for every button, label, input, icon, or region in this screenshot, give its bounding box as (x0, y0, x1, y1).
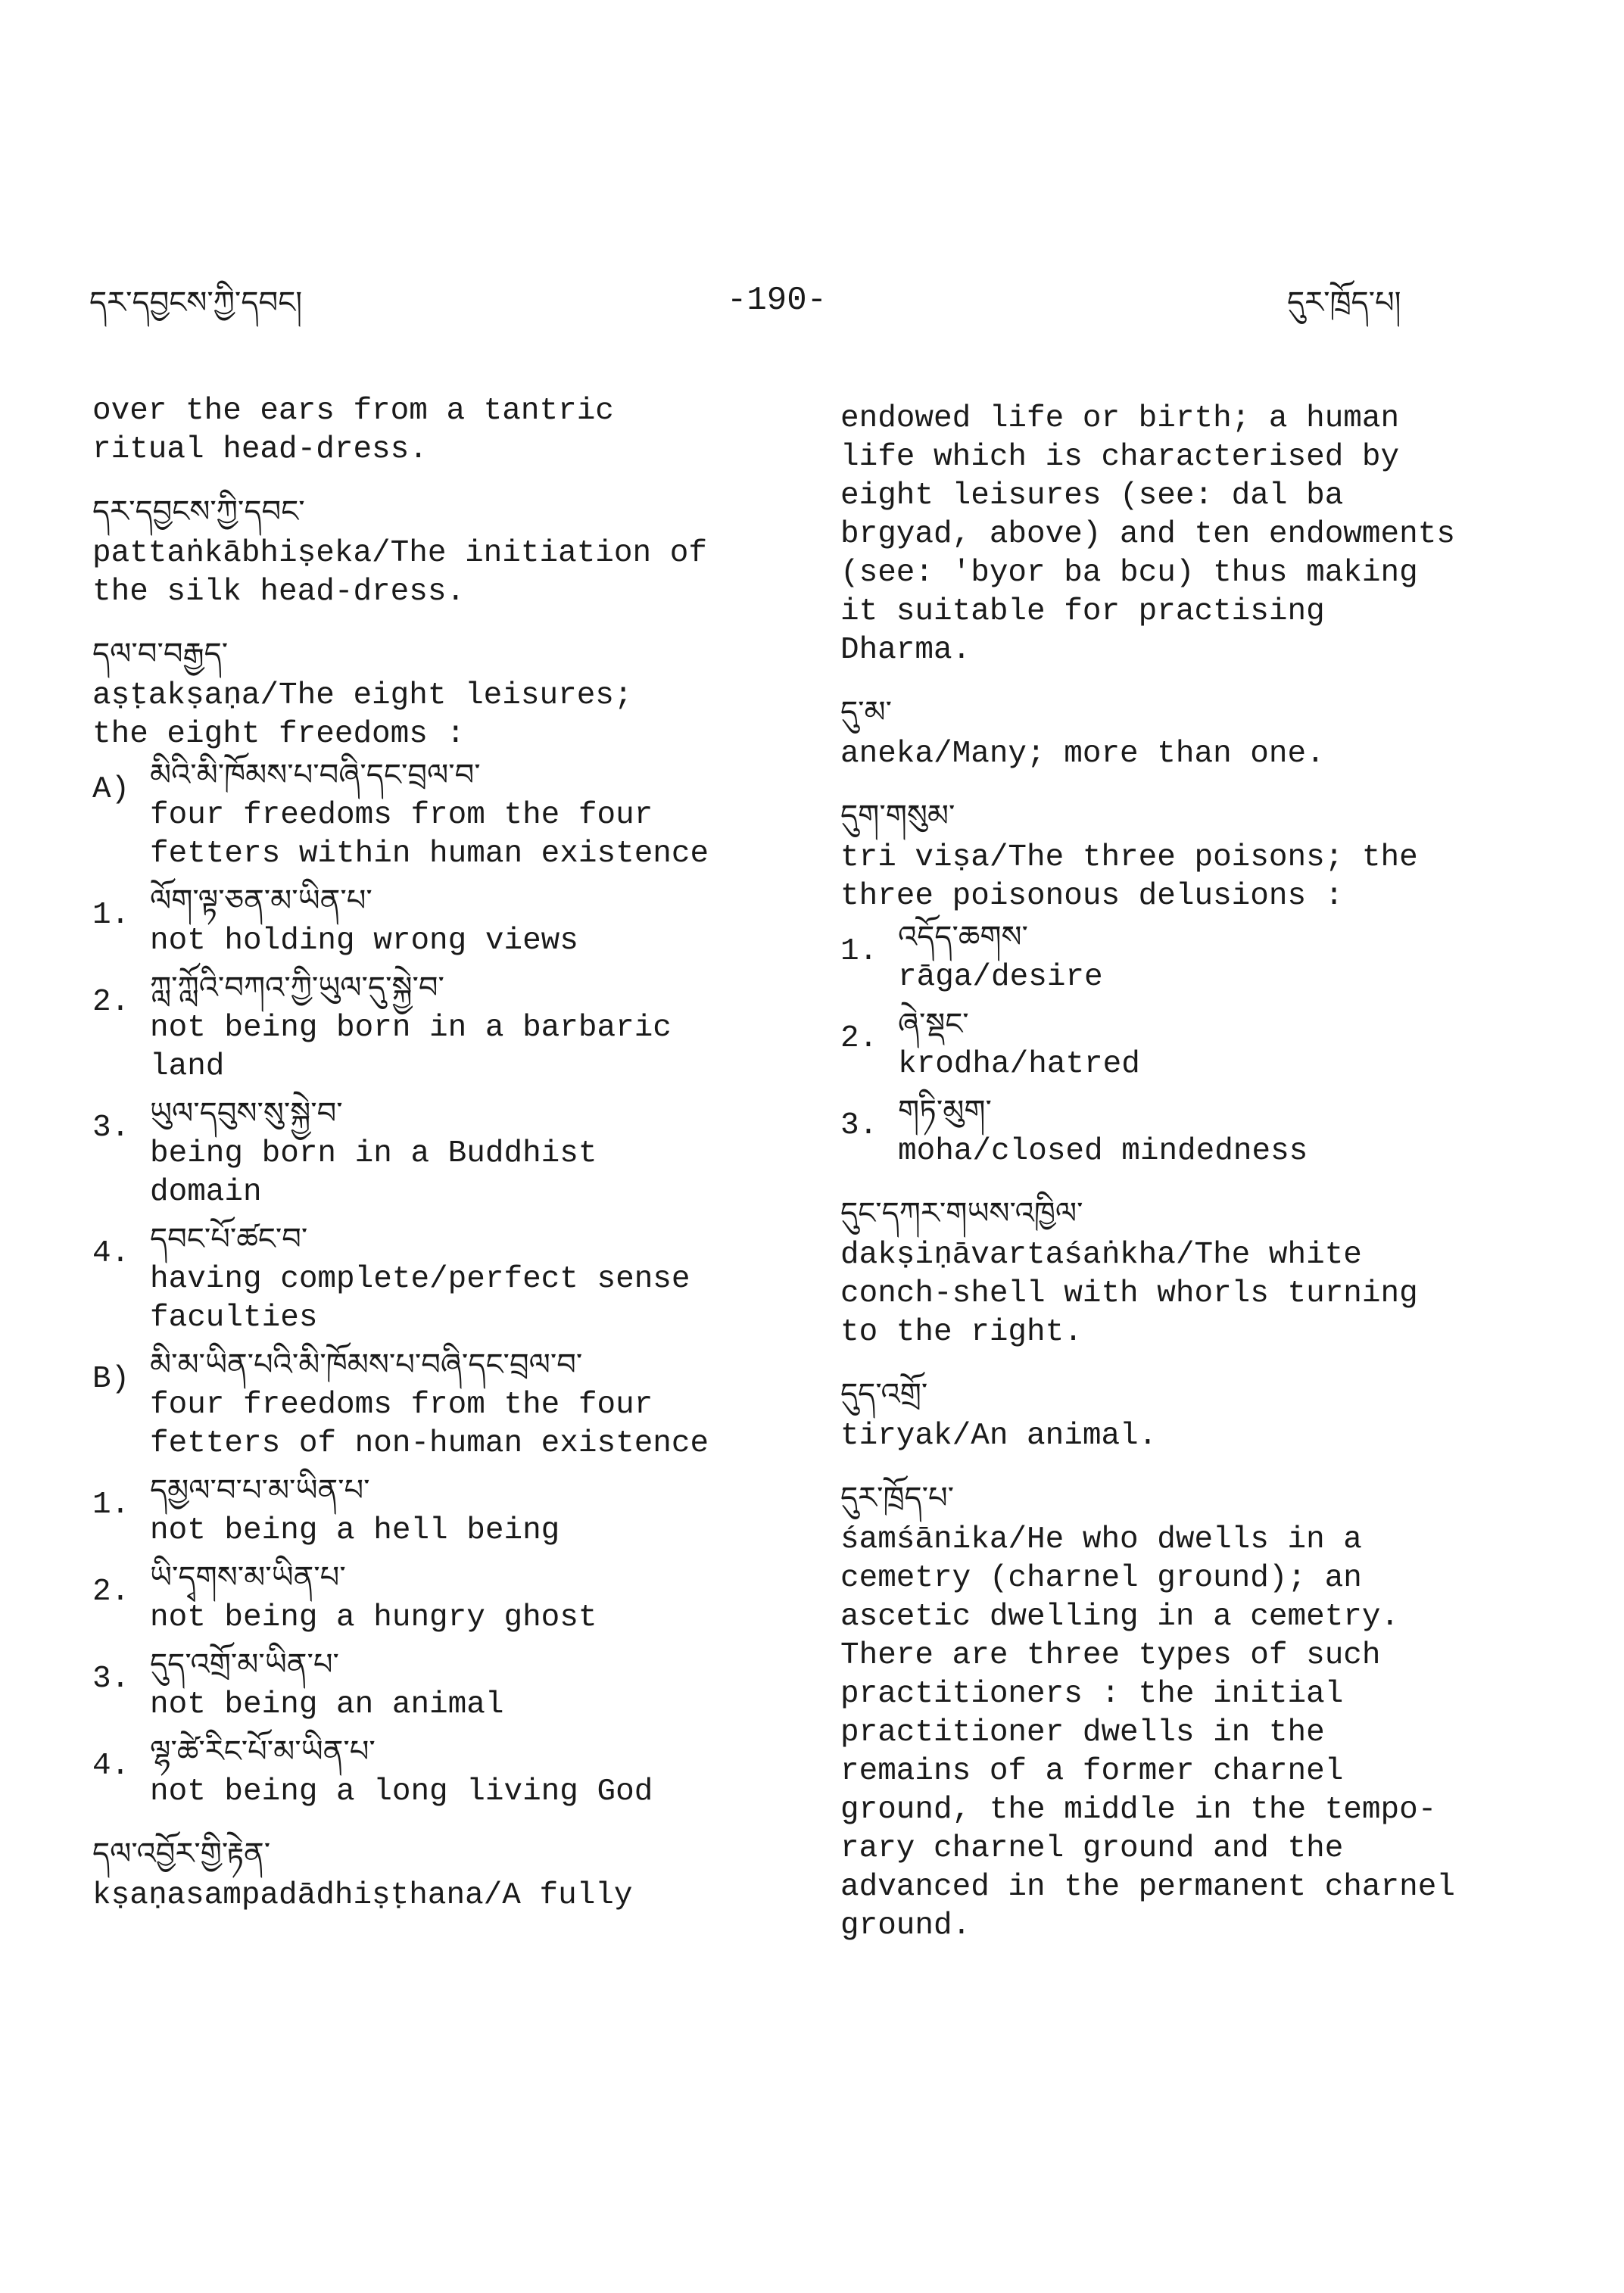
item-english: not being a long living God (150, 1774, 653, 1809)
item-tibetan: ཡི་དྭགས་མ་ཡིན་པ་ (150, 1560, 346, 1595)
entry-definition: aṣṭakṣaṇa/The eight leisures; the eight freedoms : (92, 678, 633, 752)
list-item (92, 967, 819, 1086)
dictionary-entry (840, 691, 1567, 774)
item-tibetan: ལྷ་ཚེ་རིང་པོ་མ་ཡིན་པ་ (150, 1734, 376, 1769)
list-item (92, 1643, 819, 1724)
right-column (840, 400, 1567, 1967)
dictionary-entry (840, 1192, 1567, 1352)
list-item (92, 1469, 819, 1550)
item-tibetan: དམྱལ་བ་པ་མ་ཡིན་པ་ (150, 1473, 370, 1508)
item-number: 2. (92, 1575, 130, 1609)
item-number: 1. (92, 898, 130, 933)
entry-headword: དར་དབྱངས་ཀྱི་དབང་ (92, 494, 305, 529)
item-english: not holding wrong views (150, 924, 578, 958)
item-english: having complete/perfect sense faculties (150, 1262, 690, 1335)
entry-definition: tri viṣa/The three poisons; the three poisonous delusions : (840, 840, 1418, 914)
item-number: 3. (840, 1108, 878, 1143)
dictionary-entry (840, 1373, 1567, 1456)
continued-definition: endowed life or birth; a human life which is characterised by eight leisures (see: dal ba brgyad, above) and ten endowments (see: 'byor ba bcu) thus making it suitable for practising Dharma. (840, 401, 1455, 668)
dictionary-entry (840, 795, 1567, 1171)
item-number: 2. (92, 985, 130, 1020)
page-number: -190- (727, 282, 828, 319)
entry-definition: aneka/Many; more than one. (840, 737, 1325, 771)
item-tibetan: དུད་འགྲོ་མ་ཡིན་པ་ (150, 1647, 339, 1682)
item-number: 1. (840, 934, 878, 969)
dictionary-entry (840, 1477, 1567, 1946)
item-english: not being born in a barbaric land (150, 1011, 672, 1084)
item-number: 3. (92, 1111, 130, 1145)
group-tibetan: མིའི་མི་ཁོམས་པ་བཞི་དང་བྲལ་བ་ (150, 758, 481, 793)
group-english: four freedoms from the four fetters within human existence (150, 798, 709, 871)
list-item (840, 1003, 1567, 1084)
continued-definition: over the ears from a tantric ritual head-dress. (92, 394, 614, 467)
list-item (840, 916, 1567, 997)
list-item (92, 1731, 819, 1812)
entry-headword: དལ་འབྱོར་གྱི་རྟེན་ (92, 1837, 271, 1871)
sub-group (92, 754, 819, 874)
entry-definition: tiryak/An animal. (840, 1419, 1158, 1453)
item-english: krodha/hatred (898, 1047, 1140, 1082)
running-head-left: དར་དབྱངས་ཀྱི་དབང། (89, 285, 303, 320)
sub-group (92, 1344, 819, 1463)
list-item (92, 1556, 819, 1637)
entry-definition: dakṣiṇāvartaśaṅkha/The white conch-shell with whorls turning to the right. (840, 1238, 1418, 1350)
entry-headword: དུང་དཀར་གཡས་འཁྱིལ་ (840, 1196, 1083, 1231)
item-english: not being a hell being (150, 1513, 560, 1548)
item-english: moha/closed mindedness (898, 1134, 1308, 1169)
item-english: not being an animal (150, 1687, 504, 1722)
list-item (840, 1090, 1567, 1171)
item-tibetan: གཏི་མུག་ (898, 1094, 992, 1129)
dictionary-entry (92, 1833, 819, 1915)
list-item (92, 1092, 819, 1212)
item-number: 3. (92, 1662, 130, 1696)
group-tibetan: མི་མ་ཡིན་པའི་མི་ཁོམས་པ་བཞི་དང་བྲལ་བ་ (150, 1347, 583, 1382)
item-tibetan: ཞེ་སྡང་ (898, 1007, 969, 1042)
entry-definition: śamśānika/He who dwells in a cemetry (charnel ground); an ascetic dwelling in a cemetry. There are three types of such practitioners : the initial practitioner dwells in the remains of a former charnel ground, the middle in the tempo- rary charnel ground and the advanced in the permanent charnel ground. (840, 1522, 1455, 1943)
item-tibetan: ཡུལ་དབུས་སུ་སྐྱེ་བ་ (150, 1096, 343, 1131)
item-tibetan: དབང་པོ་ཚང་བ་ (150, 1222, 308, 1257)
dictionary-entry (92, 491, 819, 612)
item-english: not being a hungry ghost (150, 1600, 597, 1635)
entry-definition: kṣaṇasampadādhiṣṭhana/A fully (92, 1878, 633, 1913)
group-english: four freedoms from the four fetters of non-human existence (150, 1388, 709, 1461)
running-head-right: དུར་ཁྲོད་པ། (1287, 285, 1401, 320)
item-english: rāga/desire (898, 960, 1103, 995)
entry-definition: pattaṅkābhiṣeka/The initiation of the silk head-dress. (92, 536, 707, 609)
dictionary-entry (92, 633, 819, 1812)
entry-headword: དུད་འགྲོ་ (840, 1377, 928, 1412)
item-tibetan: ལོག་ལྟ་ཅན་མ་ཡིན་པ་ (150, 883, 372, 918)
item-number: 2. (840, 1021, 878, 1056)
item-number: 4. (92, 1749, 130, 1784)
entry-headword: དུག་གསུམ་ (840, 799, 955, 833)
item-tibetan: འདོད་ཆགས་ (898, 920, 1028, 955)
entry-headword: དལ་བ་བརྒྱད་ (92, 637, 229, 671)
group-marker: A) (92, 772, 130, 807)
list-item (92, 1218, 819, 1338)
item-number: 4. (92, 1236, 130, 1271)
entry-headword: དུར་ཁྲོད་པ་ (840, 1481, 955, 1516)
entry-headword: དུ་མ་ (840, 695, 893, 730)
item-tibetan: ཀླ་ཀློའི་བཀའ་ཀྱི་ཡུལ་དུ་སྐྱེ་བ་ (150, 970, 444, 1005)
item-english: being born in a Buddhist domain (150, 1136, 597, 1210)
left-column (92, 392, 819, 1936)
list-item (92, 880, 819, 961)
item-number: 1. (92, 1488, 130, 1522)
group-marker: B) (92, 1362, 130, 1397)
